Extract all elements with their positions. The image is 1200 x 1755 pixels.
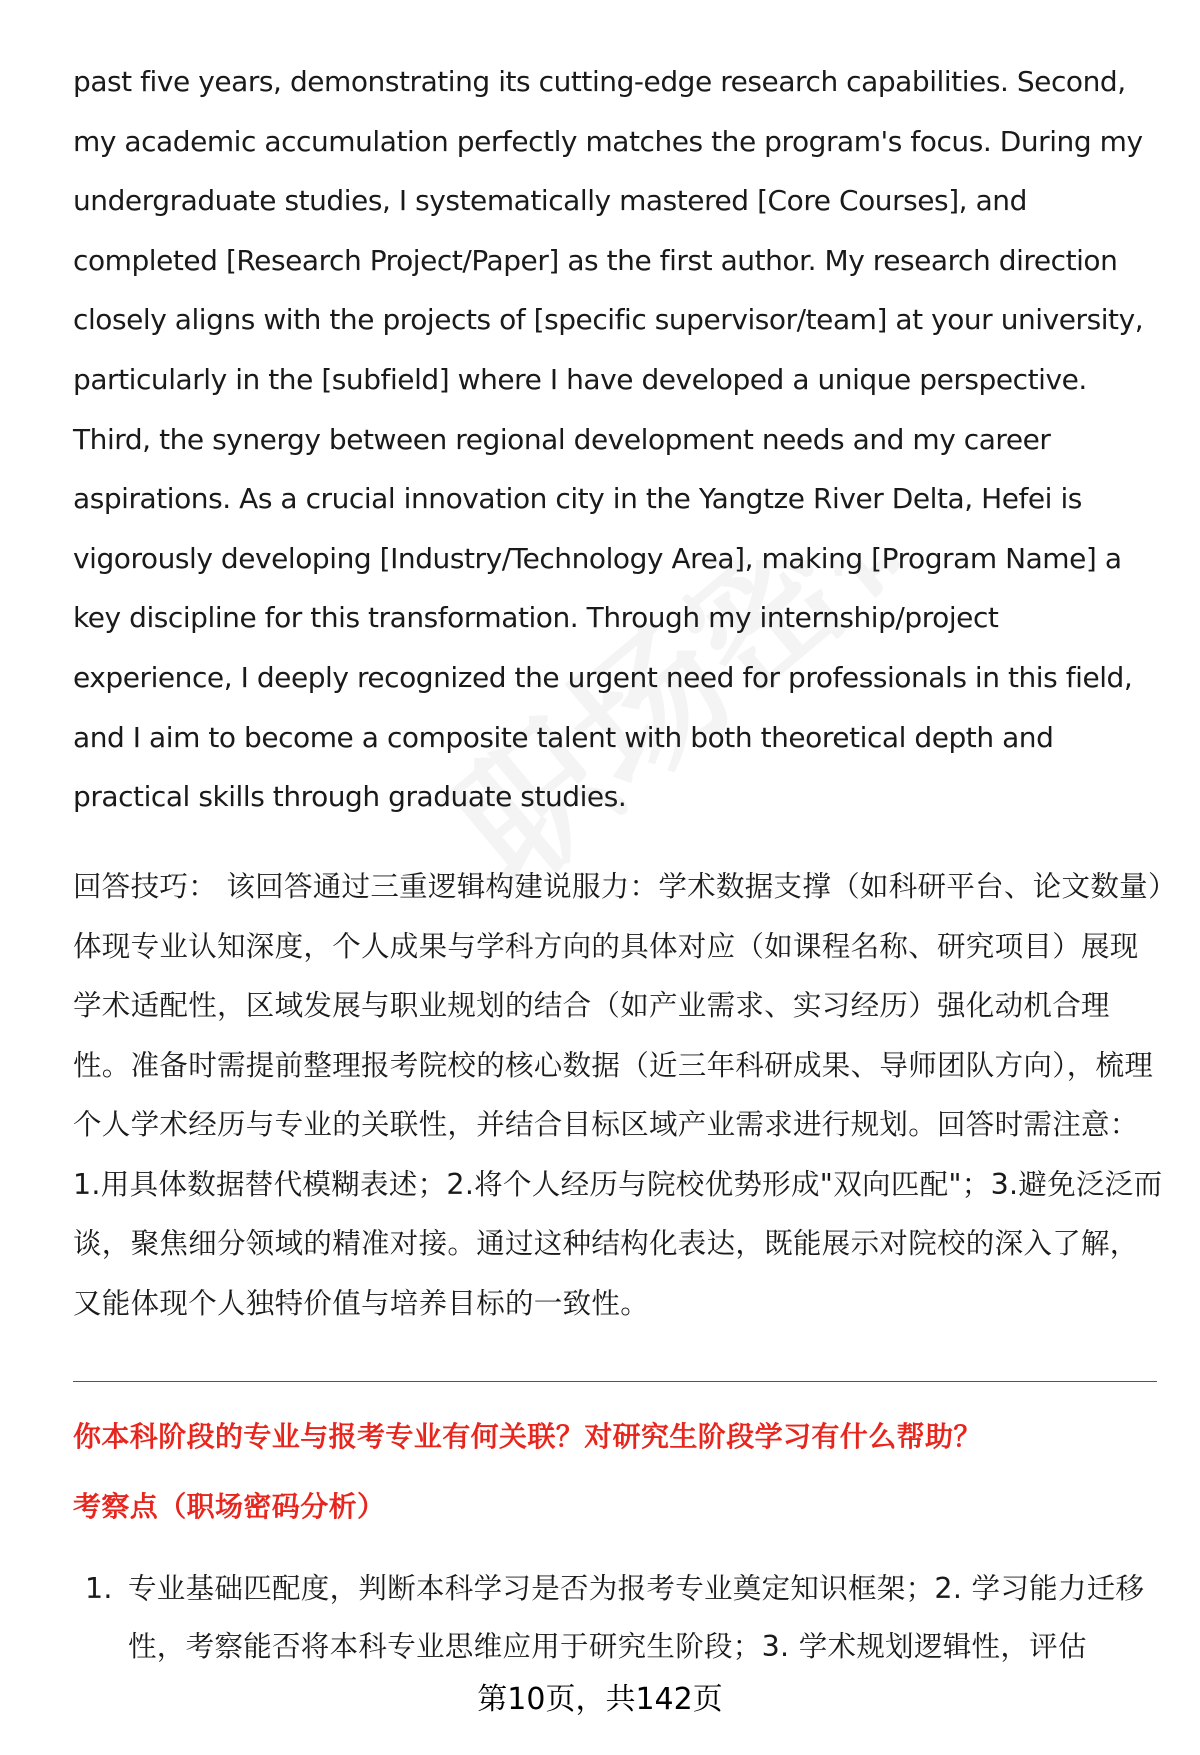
- answer-tips-paragraph: 回答技巧： 该回答通过三重逻辑构建说服力：学术数据支撑（如科研平台、论文数量）体现专业认知深度，个人成果与学科方向的具体对应（如课程名称、研究项目）展现学术适配性，区域发展与职业规划的结合（如产业需求、实习经历）强化动机合理性。准备时需提前整理报考院校的核心数据（近三年科研成果、导师团队方向），梳理个人学术经历与专业的关联性，并结合目标区域产业需求进行规划。回答时需注意：1.用具体数据替代模糊表述；2.将个人经历与院校优势形成"双向匹配"；3.避免泛泛而谈，聚焦细分领域的精准对接。通过这种结构化表达，既能展示对院校的深入了解，又能体现个人独特价值与培养目标的一致性。: [73, 870, 1163, 1320]
- section-divider: [73, 1381, 1157, 1382]
- assessment-points-list: [73, 1560, 1163, 1676]
- page-number-footer: 第10页，共142页: [0, 1675, 1200, 1725]
- list-item: [73, 1560, 1163, 1676]
- interview-question-heading: 你本科阶段的专业与报考专业有何关联？对研究生阶段学习有什么帮助？: [73, 1420, 982, 1453]
- list-item-text: 专业基础匹配度，判断本科学习是否为报考专业奠定知识框架；2. 学习能力迁移性，考察能否将本科专业思维应用于研究生阶段；3. 学术规划逻辑性，评估: [128, 1572, 1145, 1663]
- english-answer-paragraph: past five years, demonstrating its cutting-edge research capabilities. Second, my academic accumulation perfectly matches the program's focus. During my undergraduate studies, I systematically mastered [Core Courses], and completed [Research Project/Paper] as the first author. My research direction closely aligns with the projects of [specific supervisor/team] at your university, particularly in the [subfield] where I have developed a unique perspective. Third, the synergy between regional development needs and my career aspirations. As a crucial innovation city in the Yangtze River Delta, Hefei is vigorously developing [Industry/Technology Area], making [Program Name] a key discipline for this transformation. Through my internship/project experience, I deeply recognized the urgent need for professionals in this field, and I aim to become a composite talent with both theoretical depth and practical skills through graduate studies.: [73, 65, 1144, 814]
- list-item-number: 1.: [85, 1572, 113, 1605]
- assessment-points-heading: 考察点（职场密码分析）: [73, 1490, 386, 1523]
